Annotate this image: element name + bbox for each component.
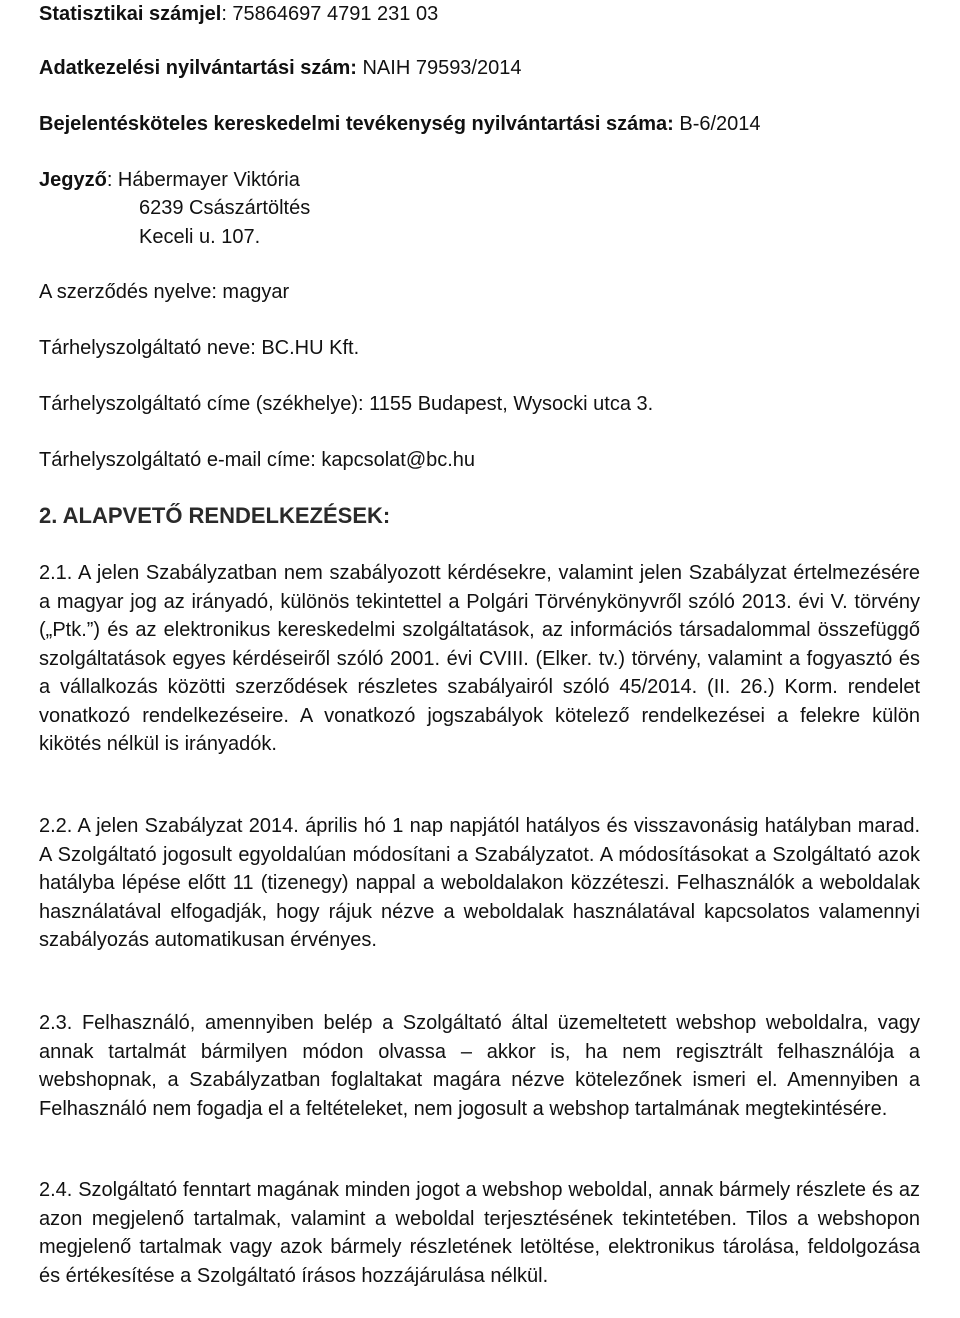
- stat-number-value: : 75864697 4791 231 03: [221, 3, 439, 25]
- naih-number-value: NAIH 79593/2014: [356, 57, 522, 79]
- stat-number-line: [39, 0, 438, 29]
- trade-number-value: B-6/2014: [673, 113, 761, 135]
- paragraph-2-3: 2.3. Felhasználó, amennyiben belép a Szolgáltató által üzemeltetett webshop weboldalra, vagy annak tartalmát bármilyen módon olvassa – akkor is, ha nem regisztrált felhasználója a webshopnak, a Szabályzatban foglaltakat magára nézve kötelezőnek ismeri el. Amennyiben a Felhasználó nem fogadja el a feltételeket, nem jogosult a webshop tartalmának megtekintésére.: [39, 1012, 920, 1120]
- trade-number-label: Bejelentésköteles kereskedelmi tevékenység nyilvántartási száma:: [39, 113, 674, 135]
- notary-value: : Hábermayer Viktória: [106, 169, 300, 191]
- host-provider-email: Tárhelyszolgáltató e-mail címe: kapcsolat@bc.hu: [39, 449, 476, 471]
- contract-language: A szerződés nyelve: magyar: [39, 281, 290, 303]
- paragraph-2-2: 2.2. A jelen Szabályzat 2014. április hó 1 nap napjától hatályos és visszavonásig hatályban marad. A Szolgáltató jogosult egyoldalúan módosítani a Szabályzatot. A módosításokat a Szolgáltató azok hatályba lépése előtt 11 (tizenegy) nappal a weboldalakon közzéteszi. Felhasználók a weboldalak használatával elfogadják, hogy rájuk nézve a weboldalak használatával kapcsolatos valamennyi szabályozás automatikusan érvényes.: [39, 815, 920, 951]
- host-provider-address: Tárhelyszolgáltató címe (székhelye): 1155 Budapest, Wysocki utca 3.: [39, 393, 654, 415]
- naih-number-line: [39, 54, 521, 83]
- section-title: 2. ALAPVETŐ RENDELKEZÉSEK:: [39, 503, 391, 528]
- paragraph-2-1: 2.1. A jelen Szabályzatban nem szabályozott kérdésekre, valamint jelen Szabályzat értelmezésére a magyar jog az irányadó, különös tekintettel a Polgári Törvénykönyvről szóló 2013. évi V. törvény („Ptk.”) és az elektronikus kereskedelmi szolgáltatások, az információs társadalommal összefüggő szolgáltatások egyes kérdéseiről szóló 2001. évi CVIII. (Elker. tv.) törvény, valamint a fogyasztó és a vállalkozás közötti szerződések részletes szabályairól szóló 45/2014. (II. 26.) Korm. rendelet vonatkozó rendelkezéseire. A vonatkozó jogszabályok kötelező rendelkezései a felekre külön kikötés nélkül is irányadók.: [39, 562, 920, 755]
- notary-address-line-1: 6239 Császártöltés: [139, 197, 311, 219]
- naih-number-label: Adatkezelési nyilvántartási szám:: [39, 57, 357, 79]
- trade-number-line: [39, 110, 761, 139]
- notary-address-line-2: Keceli u. 107.: [139, 226, 261, 248]
- notary-label: Jegyző: [39, 169, 107, 191]
- host-provider-name: Tárhelyszolgáltató neve: BC.HU Kft.: [39, 337, 360, 359]
- notary-line: [39, 166, 300, 195]
- stat-number-label: Statisztikai számjel: [39, 3, 222, 25]
- paragraph-2-4: 2.4. Szolgáltató fenntart magának minden jogot a webshop weboldal, annak bármely részlete és az azon megjelenő tartalmak, valamint a weboldal terjesztésének tekintetében. Tilos a webshopon megjelenő tartalmak vagy azok bármely részletének letöltése, elektronikus tárolása, feldolgozása és értékesítése a Szolgáltató írásos hozzájárulása nélkül.: [39, 1179, 920, 1287]
